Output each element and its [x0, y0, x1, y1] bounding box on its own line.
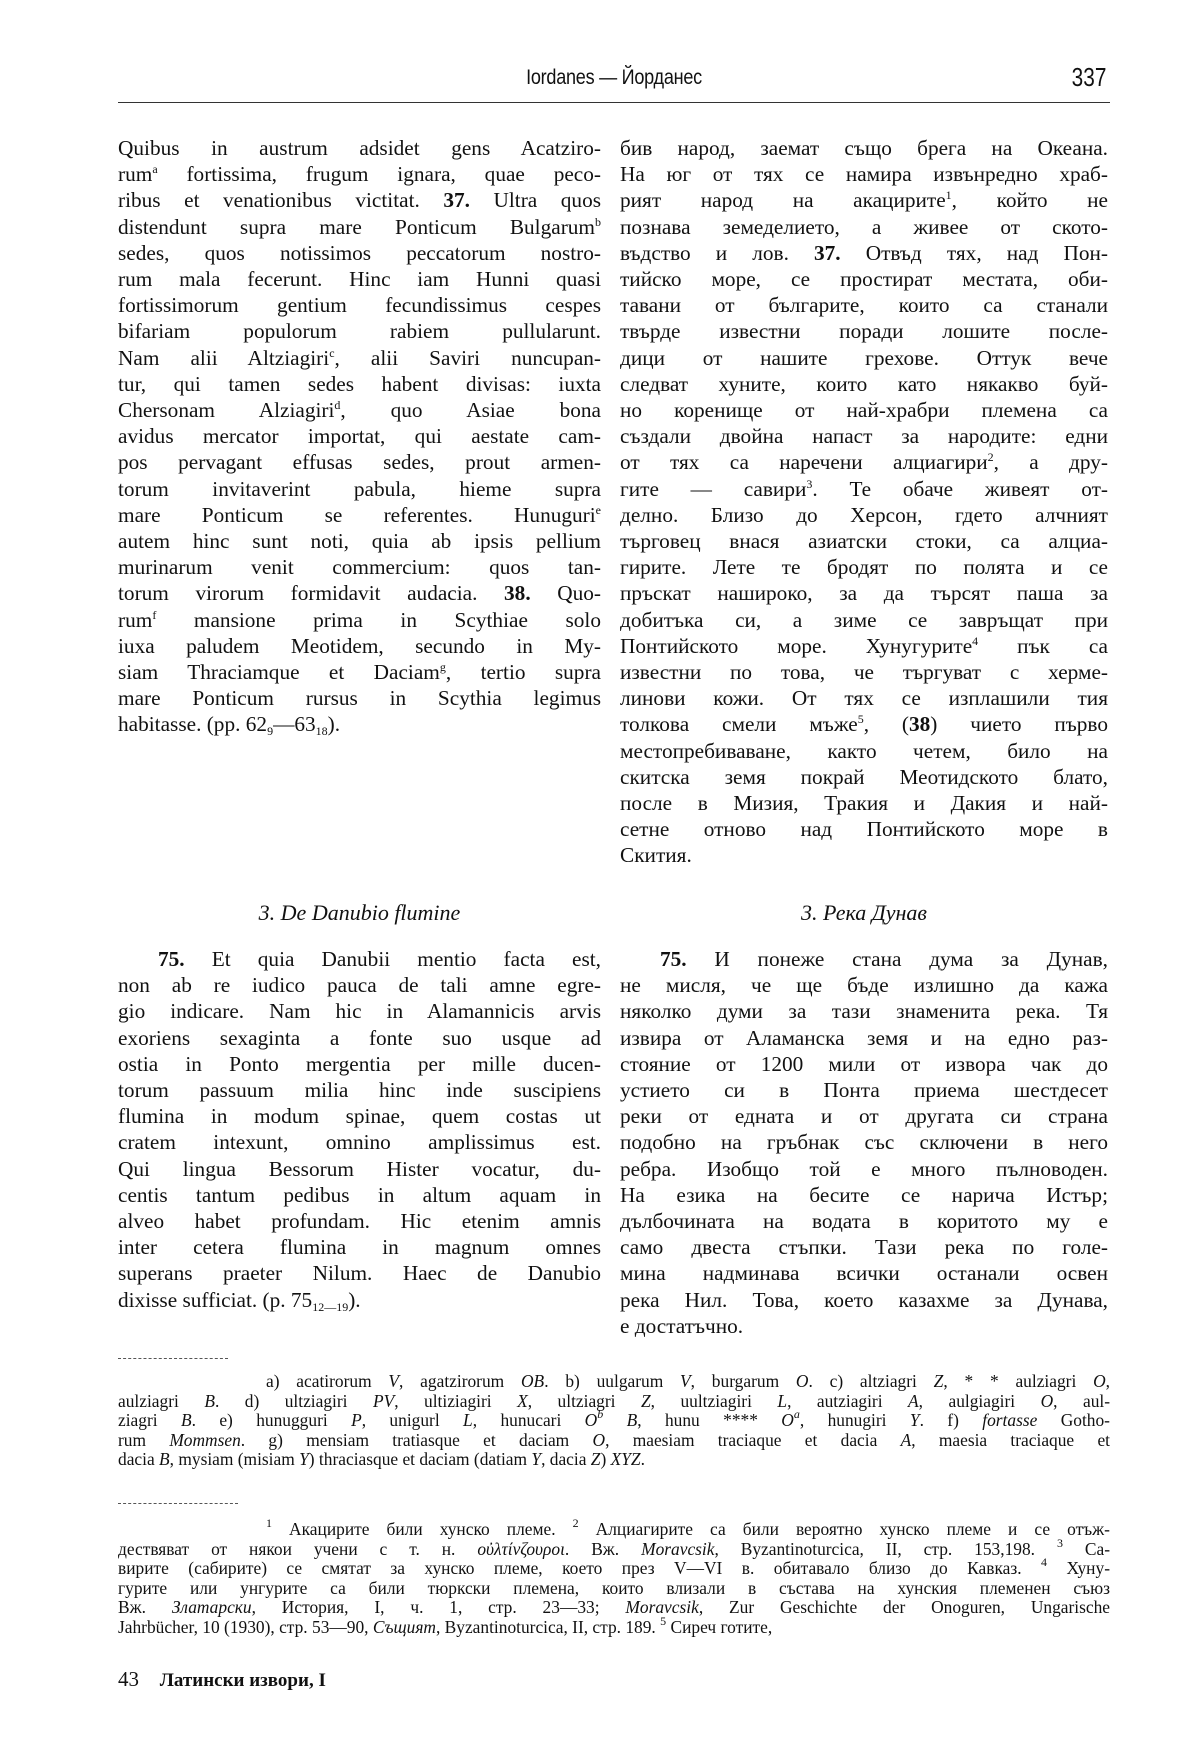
text-line: На юг от тях се намира извънредно храб- — [620, 162, 1108, 187]
text-line: avidus mercator importat, qui aestate cam- — [118, 424, 601, 449]
bulgarian-section-heading: 3. Река Дунав — [801, 900, 927, 925]
text-line: добитъка си, а зиме се завръщат при — [620, 607, 1108, 632]
text-line: сетне отново над Понтийското море в — [620, 817, 1108, 842]
text-line: mare Ponticum rursus in Scythia legimus — [118, 686, 601, 711]
text-line: torum virorum formidavit audacia. 38. Quo- — [118, 581, 601, 606]
text-line: подобно на гръбнак със сключени в него — [620, 1130, 1108, 1155]
text-line: мина надминава всички останали освен — [620, 1261, 1108, 1286]
apparatus-rule — [118, 1358, 228, 1359]
running-title: Iordanes — Йорданес — [526, 66, 702, 89]
text-line: habitasse. (pp. $62_9—63_{18}$). — [118, 712, 341, 739]
text-line: distendunt supra mare Ponticum Bulgarum$^b$ — [118, 214, 601, 239]
text-line: a) acatirorum V, agatzirorum OB. b) uulgarum V, burgarum O. c) altziagri Z, * * aulziagri O, — [266, 1371, 1111, 1391]
text-line: вирите (сабирите) се смятат за хунско племе, което през V—VI в. обитавало близо до Кавказ. $^4$ Хуну- — [118, 1555, 1110, 1579]
text-line: 75. И понеже стана дума за Дунав, — [660, 947, 1108, 971]
text-line: Chersonam Alziagiri$^d$, quo Asiae bona — [118, 398, 601, 423]
text-line: делно. Близо до Херсон, гдето алчният — [620, 502, 1108, 527]
text-line: дълбочината на водата в коритото му е — [620, 1209, 1108, 1234]
text-line: rum mala fecerunt. Hinc iam Hunni quasi — [118, 267, 601, 292]
text-line: bifariam populorum rabiem pullularunt. — [118, 319, 601, 344]
text-line: mare Ponticum se referentes. Hunuguri$^e$ — [118, 502, 601, 527]
text-line: следват хуните, които като някакво буй- — [620, 371, 1108, 396]
text-line: torum invitaverint pabula, hieme supra — [118, 476, 601, 501]
text-line: iuxa paludem Meotidem, secundo in My- — [118, 633, 601, 658]
text-line: inter cetera flumina in magnum omnes — [118, 1235, 601, 1260]
text-line: autem hinc sunt noti, quia ab ipsis pellium — [118, 529, 601, 554]
text-line: superans praeter Nilum. Haec de Danubio — [118, 1261, 601, 1286]
text-line: 75. Et quia Danubii mentio facta est, — [158, 947, 601, 971]
text-line: tur, qui tamen sedes habent divisas: iuxta — [118, 371, 601, 396]
text-line: sedes, quos notissimos peccatorum nostro- — [118, 240, 601, 265]
text-line: скитска земя покрай Меотидското блато, — [620, 764, 1108, 789]
text-line: Nam alii Altziagiri$^c$, alii Saviri nuncupan- — [118, 345, 602, 370]
text-line: линови кожи. От тях се изплашили тия — [620, 686, 1108, 711]
text-line: fortissimorum gentium fecundissimus cespes — [118, 293, 601, 318]
text-line: ribus et venationibus victitat. 37. Ultra quos — [118, 188, 601, 213]
text-line: torum passuum milia hinc inde suscipiens — [118, 1078, 601, 1103]
text-line: река Нил. Това, което казахме за Дунава, — [620, 1287, 1108, 1312]
text-line: стояние от 1200 мили от извора чак до — [620, 1051, 1108, 1076]
text-line: gio indicare. Nam hic in Alamannicis arvis — [118, 999, 601, 1024]
text-line: rum$^a$ fortissima, frugum ignara, quae peco- — [118, 162, 601, 187]
text-line: centis tantum pedibus in altum aquam in — [118, 1182, 601, 1207]
signature-mark — [118, 1667, 326, 1692]
text-line: бив народ, заемат също брега на Океана. — [620, 136, 1108, 160]
text-line: exoriens sexaginta a fonte suo usque ad — [118, 1025, 601, 1050]
text-line: $^1$ Акацирите били хунско племе. $^2$ Алциагирите са били вероятно хунско племе и се отъж- — [266, 1516, 1110, 1539]
latin-text-section-1 — [118, 135, 601, 738]
text-line: рият народ на акацирите$^1$, който не — [620, 188, 1108, 213]
text-line: alveo habet profundam. Hic etenim amnis — [118, 1209, 601, 1234]
text-line: не мисля, че ще бъде излишно да кажа — [620, 973, 1108, 998]
text-line: търговец внася азиатски стоки, са алциа- — [620, 529, 1108, 554]
text-line: murinarum venit commercium: quos tan- — [118, 555, 601, 580]
text-line: създали двойна напаст за народите: едни — [620, 424, 1108, 449]
text-line: dixisse sufficiat. (p. $75_{12—19}$). — [118, 1287, 361, 1314]
text-line: Qui lingua Bessorum Hister vocatur, du- — [118, 1156, 601, 1181]
text-line: но коренище от най-храбри племена са — [620, 398, 1108, 423]
text-line: flumina in modum spinae, quem costas ut — [118, 1104, 601, 1129]
text-line: въдство и лов. 37. Отвъд тях, над Пон- — [620, 240, 1109, 265]
footnote-rule — [118, 1503, 238, 1504]
page-header — [118, 62, 1110, 106]
text-line: На езика на бесите се нарича Истър; — [620, 1182, 1108, 1207]
text-line: Jahrbücher, 10 (1930), стр. 53—90, Същият, Byzantinoturcica, II, стр. 189. $^5$ Сиреч готите, — [118, 1613, 773, 1637]
text-line: гите — савири$^3$. Те обаче живеят от- — [620, 476, 1108, 501]
bulgarian-text-section-2 — [620, 946, 1108, 1339]
text-line: rum$^f$ mansione prima in Scythiae solo — [118, 607, 601, 632]
text-line: само двеста стъпки. Тази река по голе- — [620, 1235, 1108, 1260]
text-line: от тях са наречени алциагири$^2$, а дру- — [620, 450, 1108, 475]
page-number: 337 — [1071, 62, 1106, 92]
text-line: пръскат нашироко, за да търсят паша за — [620, 581, 1108, 606]
text-line: Вж. Златарски, История, I, ч. 1, стр. 23—33; Moravcsik, Zur Geschichte der Onoguren, Ungarische — [118, 1597, 1111, 1618]
text-line: е достатъчно. — [620, 1313, 744, 1338]
critical-apparatus — [118, 1372, 1110, 1470]
text-line: ostia in Ponto mergentia per mille ducen- — [118, 1051, 601, 1076]
bulgarian-text-section-1 — [620, 135, 1108, 869]
text-line: Скития. — [620, 843, 692, 868]
text-line: известни по това, че търгуват с херме- — [620, 660, 1108, 685]
text-line: местопребиваване, както четем, било на — [620, 738, 1108, 763]
text-line: реки от едната и от другата си страна — [620, 1104, 1108, 1129]
text-line: dacia B, mysiam (misiam Y) thraciasque et daciam (datiam Y, dacia Z) XYZ. — [118, 1449, 645, 1470]
signature-text: Латински извори, I — [159, 1670, 326, 1691]
text-line: cratem intexunt, omnino amplissimus est. — [118, 1130, 601, 1155]
text-line: pos pervagant effusas sedes, prout armen- — [118, 450, 601, 475]
text-line: non ab re iudico pauca de tali amne egre- — [118, 973, 601, 998]
text-line: ziagri B. e) hunugguri P, unigurl L, hunucari $O^b$ B, hunu **** $O^a$, hunugiri Y. f) fortasse Gotho- — [118, 1407, 1110, 1431]
text-line: тавани от българите, които са станали — [620, 293, 1108, 318]
text-line: извира от Аламанска земя и на едно раз- — [620, 1025, 1108, 1050]
text-line: дествяват от някои учени с т. н. οὐλτίνζουροι. Вж. Moravcsik, Byzantinoturcica, II, стр. 153,198. $^3$ Са- — [118, 1535, 1110, 1559]
text-line: ребра. Изобщо той е много пълноводен. — [620, 1156, 1108, 1181]
text-line: познава земеделието, а живее от ското- — [620, 214, 1108, 239]
latin-text-section-2 — [118, 946, 601, 1313]
text-line: siam Thraciamque et Daciam$^g$, tertio supra — [118, 660, 602, 685]
signature-number: 43 — [118, 1667, 139, 1691]
text-line: гурите или унгурите са били тюркски племена, които влизали в състава на хунския племенен съюз — [118, 1577, 1110, 1598]
text-line: после в Мизия, Тракия и Дакия и най- — [620, 791, 1108, 816]
text-line: rum Mommsen. g) mensiam tratiasque et daciam O, maesiam traciaque et dacia A, maesia traciaque et — [118, 1429, 1110, 1450]
text-line: Понтийското море. Хунугурите$^4$ пък са — [620, 633, 1108, 658]
bulgarian-footnotes — [118, 1516, 1111, 1638]
text-line: твърде известни поради лошите после- — [620, 319, 1108, 344]
text-line: устието си в Понта приема шестдесет — [620, 1078, 1108, 1103]
text-line: дици от нашите грехове. Оттук вече — [620, 345, 1108, 370]
header-rule — [118, 102, 1110, 103]
text-line: aulziagri B. d) ultziagiri PV, ultiziagiri X, ultziagri Z, uultziagiri L, autziagiri A, aulgiagiri O, aul- — [118, 1390, 1111, 1411]
text-line: Quibus in austrum adsidet gens Acatziro- — [118, 136, 601, 160]
text-line: толкова смели мъже$^5$, (38) чието първо — [620, 712, 1108, 737]
text-line: гирите. Лете те бродят по полята и се — [620, 555, 1108, 580]
latin-section-heading: 3. De Danubio flumine — [258, 900, 461, 925]
text-line: тийско море, се простират местата, оби- — [620, 267, 1108, 292]
text-line: няколко думи за тази знаменита река. Тя — [620, 999, 1108, 1024]
